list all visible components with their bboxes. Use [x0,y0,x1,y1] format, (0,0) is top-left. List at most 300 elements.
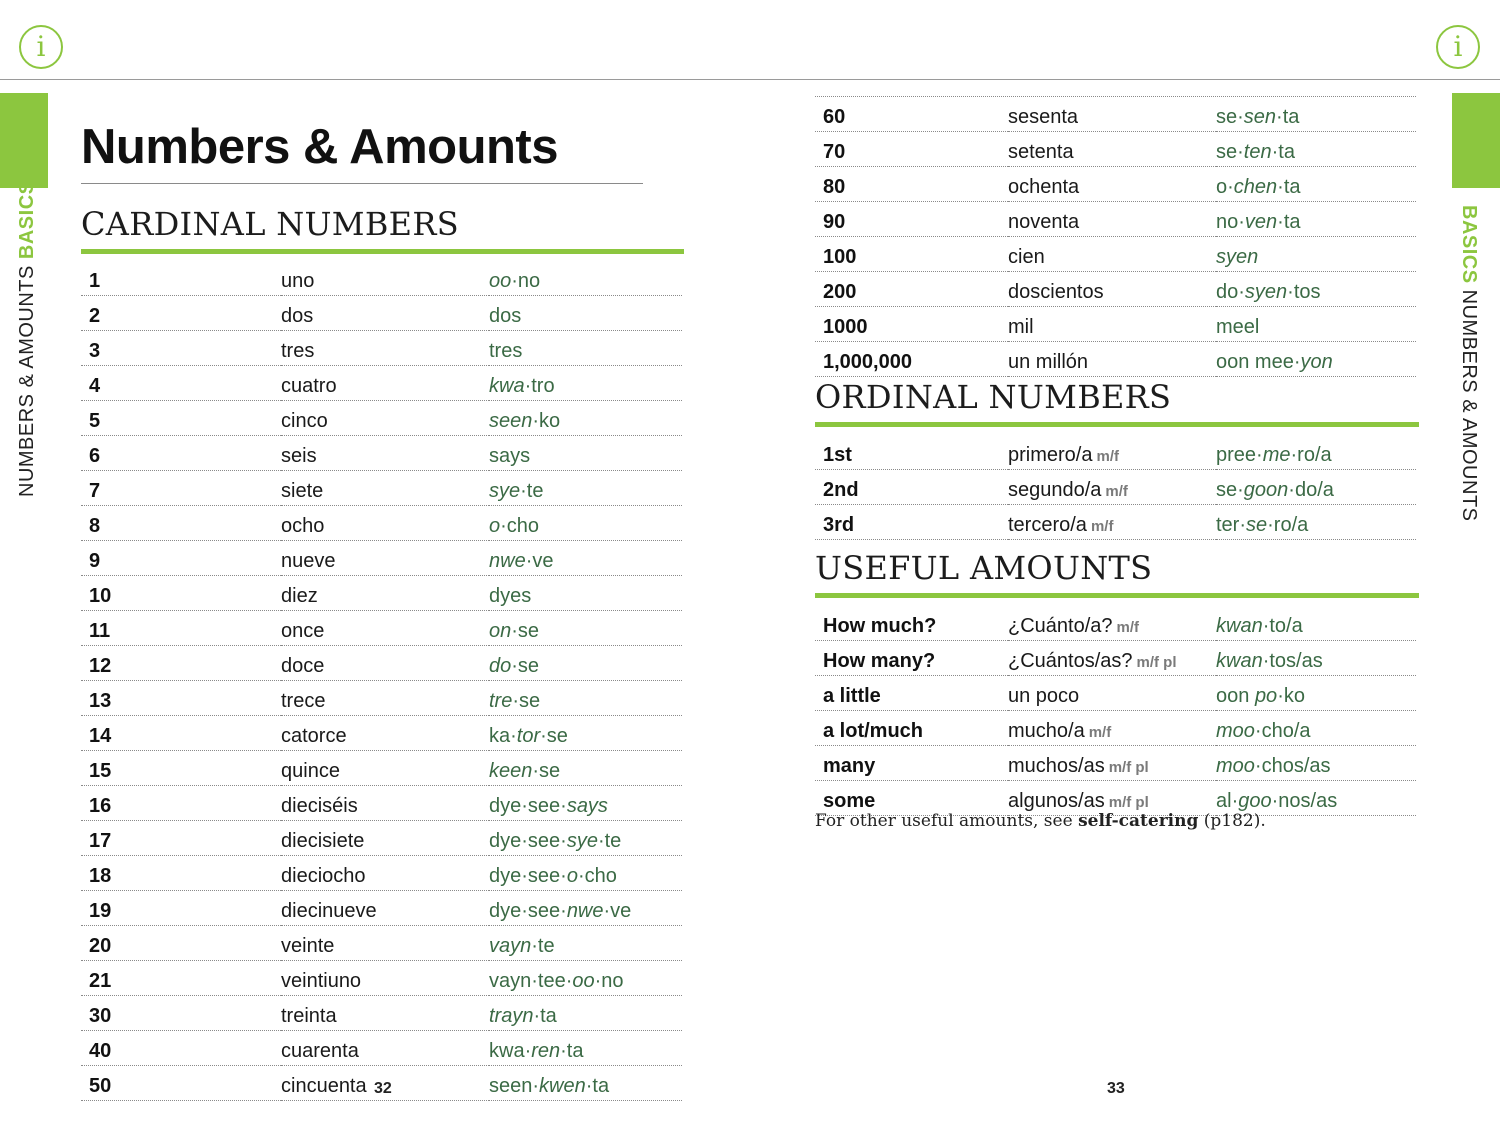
term-english: 1000 [815,307,1008,342]
term-english: 11 [81,611,281,646]
table-row [81,961,682,996]
page-number: 32 [374,1080,392,1097]
pronunciation [489,891,682,926]
syllable: seen· [489,1075,540,1097]
table-row [815,97,1416,132]
spanish-word: cuarenta [281,1040,359,1062]
spanish-word: trece [281,690,326,712]
pronunciation [1216,202,1416,237]
pronunciation [1216,167,1416,202]
spanish-word: cuatro [281,375,337,397]
term-english: a little [815,676,1008,711]
pronunciation [1216,676,1416,711]
table-row [81,1031,682,1066]
term-english: 1 [81,261,281,296]
page-title: Numbers & Amounts [81,120,559,174]
table-row [815,606,1416,641]
pronunciation [489,926,682,961]
spanish-word: tercero/a [1008,514,1087,536]
stressed-syllable: yon [1300,351,1333,373]
amounts-table [815,606,1416,816]
gender-marker: m/f [1116,619,1140,636]
table-row [815,342,1416,377]
syllable: ·se [511,655,540,677]
pronunciation [489,681,682,716]
term-english: 3 [81,331,281,366]
term-spanish [1008,711,1216,746]
spanish-word: ¿Cuántos/as? [1008,650,1133,672]
term-spanish [281,856,489,891]
table-row [815,435,1416,470]
table-row [815,505,1416,540]
stressed-syllable: po [1254,685,1278,707]
term-spanish [281,786,489,821]
term-english: 21 [81,961,281,996]
term-english: 8 [81,506,281,541]
syllable: ·tos/as [1262,650,1323,672]
spanish-word: sesenta [1008,106,1079,128]
syllable: pree· [1216,444,1263,466]
term-spanish [1008,307,1216,342]
term-english: 80 [815,167,1008,202]
info-icon: i [19,25,63,69]
term-english: 30 [81,996,281,1031]
term-spanish [281,681,489,716]
term-english: 40 [81,1031,281,1066]
term-english: 50 [81,1066,281,1101]
term-english: a lot/much [815,711,1008,746]
syllable: ·te [531,935,555,957]
spanish-word: doce [281,655,325,677]
header-rule [0,79,1500,80]
syllable: dye·see· [489,900,567,922]
spanish-word: uno [281,270,315,292]
syllable: oon [1216,685,1255,707]
table-row [81,681,682,716]
spanish-word: nueve [281,550,336,572]
syllable: ·ta [560,1040,584,1062]
term-spanish [281,366,489,401]
syllable: ·se [540,725,568,747]
spanish-word: treinta [281,1005,337,1027]
stressed-syllable: keen [489,760,533,782]
term-english: 2nd [815,470,1008,505]
pronunciation [489,611,682,646]
stressed-syllable: se [1246,514,1268,536]
spanish-word: doscientos [1008,281,1104,303]
syllable: ·ta [1276,106,1300,128]
syllable: se· [1216,106,1244,128]
term-english: 20 [81,926,281,961]
syllable: se· [1216,141,1244,163]
term-english: 70 [815,132,1008,167]
spanish-word: diez [281,585,318,607]
term-english: 2 [81,296,281,331]
stressed-syllable: syen [1244,281,1288,303]
syllable: ·se [511,620,540,642]
table-row [815,641,1416,676]
ordinal-table [815,435,1416,540]
syllable: tres [489,340,523,362]
term-english: 18 [81,856,281,891]
spanish-word: setenta [1008,141,1074,163]
syllable: ·do/a [1288,479,1334,501]
syllable: no· [1216,211,1245,233]
stressed-syllable: on [489,620,512,642]
table-row [81,331,682,366]
section-tab [1452,93,1500,188]
spanish-word: dieciséis [281,795,358,817]
pronunciation [489,821,682,856]
pronunciation [489,961,682,996]
amounts-note: For other useful amounts, see self-catering (p182). [815,811,1266,831]
table-row [815,132,1416,167]
pronunciation [489,261,682,296]
stressed-syllable: vayn [489,935,532,957]
syllable: ·se [512,690,541,712]
side-tab-label: BASICS NUMBERS & AMOUNTS [1458,205,1480,522]
syllable: ·cho/a [1254,720,1311,742]
pronunciation [489,1066,682,1101]
cardinal-continued-table [815,97,1416,377]
term-spanish [1008,505,1216,540]
table-row [815,307,1416,342]
spanish-word: seis [281,445,317,467]
spanish-word: algunos/as [1008,790,1105,812]
stressed-syllable: ven [1244,211,1278,233]
term-english: some [815,781,1008,816]
gender-marker: m/f pl [1136,654,1177,671]
term-english: 100 [815,237,1008,272]
pronunciation [1216,307,1416,342]
pronunciation [489,541,682,576]
table-row [81,716,682,751]
stressed-syllable: tre [489,690,513,712]
syllable: dye·see· [489,795,567,817]
stressed-syllable: kwan [1216,615,1263,637]
term-spanish [281,471,489,506]
syllable: ·ko [532,410,561,432]
syllable: ·tos [1287,281,1321,303]
stressed-syllable: seen [489,410,533,432]
term-spanish [1008,435,1216,470]
term-spanish [281,646,489,681]
stressed-syllable: moo [1216,755,1255,777]
syllable: ·ta [585,1075,610,1097]
pronunciation [489,331,682,366]
term-spanish [1008,746,1216,781]
spanish-word: quince [281,760,340,782]
term-spanish [1008,97,1216,132]
pronunciation [489,366,682,401]
term-spanish [1008,132,1216,167]
table-row [815,746,1416,781]
spanish-word: cinco [281,410,328,432]
pronunciation [489,786,682,821]
stressed-syllable: me [1262,444,1291,466]
pronunciation [1216,505,1416,540]
spanish-word: cien [1008,246,1045,268]
side-tab-label: NUMBERS & AMOUNTS BASICS [16,180,38,497]
gender-marker: m/f pl [1108,759,1149,776]
term-english: How much? [815,606,1008,641]
pronunciation [489,856,682,891]
pronunciation [489,996,682,1031]
table-row [81,891,682,926]
spanish-word: veintiuno [281,970,362,992]
syllable: ·ta [1271,141,1295,163]
syllable: dye·see· [489,830,567,852]
term-spanish [281,891,489,926]
spanish-word: un millón [1008,351,1089,373]
table-row [815,470,1416,505]
stressed-syllable: do [489,655,512,677]
syllable: ·tro [524,375,555,397]
syllable: ·chos/as [1254,755,1331,777]
section-rule [815,422,1419,427]
gender-marker: m/f [1090,518,1114,535]
syllable: dos [489,305,522,327]
stressed-syllable: goon [1243,479,1289,501]
term-spanish [281,611,489,646]
syllable: ·ve [603,900,632,922]
syllable: do· [1216,281,1245,303]
spanish-word: veinte [281,935,335,957]
spanish-word: noventa [1008,211,1080,233]
stressed-syllable: moo [1216,720,1255,742]
pronunciation [1216,470,1416,505]
amounts-heading: USEFUL AMOUNTS [815,549,1153,587]
syllable: ·te [520,480,544,502]
pronunciation [489,436,682,471]
table-row [81,786,682,821]
term-english: 3rd [815,505,1008,540]
syllable: ·ta [533,1005,557,1027]
term-spanish [1008,272,1216,307]
term-english: 200 [815,272,1008,307]
spanish-word: tres [281,340,315,362]
term-spanish [281,296,489,331]
term-spanish [281,961,489,996]
syllable: o· [1216,176,1234,198]
stressed-syllable: ren [531,1040,561,1062]
pronunciation [1216,237,1416,272]
syllable: ·no [511,270,541,292]
table-row [81,261,682,296]
syllable: ·cho [577,865,617,887]
stressed-syllable: sen [1243,106,1277,128]
table-row [815,272,1416,307]
term-spanish [281,261,489,296]
table-row [815,711,1416,746]
term-english: 5 [81,401,281,436]
gender-marker: m/f [1096,448,1119,465]
term-english: 10 [81,576,281,611]
stressed-syllable: trayn [489,1005,534,1027]
stressed-syllable: goo [1238,790,1272,812]
table-row [815,202,1416,237]
stressed-syllable: kwa [489,375,525,397]
table-row [81,926,682,961]
spanish-word: catorce [281,725,347,747]
spanish-word: once [281,620,325,642]
pronunciation [1216,132,1416,167]
ordinal-heading: ORDINAL NUMBERS [815,378,1172,416]
term-english: 12 [81,646,281,681]
term-spanish [281,401,489,436]
term-spanish [281,716,489,751]
term-spanish [281,541,489,576]
spanish-word: dieciocho [281,865,366,887]
stressed-syllable: chen [1233,176,1278,198]
syllable: ter· [1216,514,1246,536]
pronunciation [1216,342,1416,377]
gender-marker: m/f pl [1108,794,1149,811]
syllable: ·ta [1277,176,1301,198]
table-row [815,167,1416,202]
cross-reference-link[interactable]: self-catering [1078,811,1199,831]
table-row [81,996,682,1031]
pronunciation [1216,435,1416,470]
stressed-syllable: says [566,795,608,817]
spanish-word: primero/a [1008,444,1093,466]
table-row [81,366,682,401]
spanish-word: diecisiete [281,830,365,852]
stressed-syllable: syen [1216,246,1259,268]
table-row [81,856,682,891]
spanish-word: diecinueve [281,900,377,922]
stressed-syllable: tor [516,725,541,747]
spanish-word: mil [1008,316,1034,338]
term-english: 17 [81,821,281,856]
syllable: al· [1216,790,1239,812]
syllable: dye·see· [489,865,567,887]
term-english: many [815,746,1008,781]
pronunciation [1216,606,1416,641]
stressed-syllable: oo [572,970,595,992]
term-english: 14 [81,716,281,751]
term-english: 15 [81,751,281,786]
term-spanish [281,1031,489,1066]
stressed-syllable: kwan [1216,650,1263,672]
spanish-word: mucho/a [1008,720,1085,742]
term-english: 90 [815,202,1008,237]
term-english: 6 [81,436,281,471]
term-spanish [1008,202,1216,237]
spanish-word: cincuenta [281,1075,367,1097]
syllable: ·no [594,970,624,992]
term-english: 9 [81,541,281,576]
table-row [81,541,682,576]
table-row [81,751,682,786]
spanish-word: siete [281,480,324,502]
pronunciation [489,1031,682,1066]
syllable: se· [1216,479,1244,501]
term-spanish [281,576,489,611]
term-spanish [1008,606,1216,641]
term-english: 4 [81,366,281,401]
syllable: ·te [597,830,622,852]
term-spanish [281,751,489,786]
syllable: ·ve [525,550,554,572]
stressed-syllable: kwen [539,1075,586,1097]
syllable: meel [1216,316,1260,338]
gender-marker: m/f [1105,483,1128,500]
term-english: 1,000,000 [815,342,1008,377]
stressed-syllable: nwe [566,900,604,922]
stressed-syllable: ten [1243,141,1272,163]
pronunciation [489,296,682,331]
pronunciation [1216,711,1416,746]
table-row [81,506,682,541]
pronunciation [1216,272,1416,307]
syllable: ·ta [1277,211,1301,233]
stressed-syllable: o [566,865,578,887]
term-spanish [281,926,489,961]
syllable: says [489,445,531,467]
pronunciation [489,646,682,681]
term-spanish [1008,470,1216,505]
table-row [815,676,1416,711]
stressed-syllable: o [489,515,501,537]
term-english: 13 [81,681,281,716]
term-spanish [1008,167,1216,202]
spanish-word: ¿Cuánto/a? [1008,615,1113,637]
table-row [81,576,682,611]
syllable: ·ro/a [1267,514,1309,536]
table-row [81,436,682,471]
stressed-syllable: nwe [489,550,526,572]
table-row [81,296,682,331]
pronunciation [489,751,682,786]
spanish-word: dos [281,305,314,327]
cardinal-table [81,261,682,1101]
pronunciation [1216,97,1416,132]
title-rule [81,183,643,184]
table-row [81,821,682,856]
pronunciation [489,576,682,611]
pronunciation [489,716,682,751]
syllable: ·nos/as [1271,790,1338,812]
syllable: vayn·tee· [489,970,573,992]
syllable: dyes [489,585,532,607]
pronunciation [1216,641,1416,676]
term-english: How many? [815,641,1008,676]
term-spanish [1008,641,1216,676]
syllable: ·se [532,760,561,782]
spanish-word: segundo/a [1008,479,1102,501]
cardinal-heading: CARDINAL NUMBERS [81,205,459,243]
stressed-syllable: oo [489,270,512,292]
term-spanish [1008,237,1216,272]
term-spanish [281,996,489,1031]
syllable: ·ko [1277,685,1305,707]
term-english: 16 [81,786,281,821]
section-tab [0,93,48,188]
term-spanish [281,436,489,471]
spanish-word: muchos/as [1008,755,1105,777]
table-row [81,401,682,436]
pronunciation [489,401,682,436]
stressed-syllable: sye [489,480,521,502]
term-spanish [1008,342,1216,377]
spanish-word: ocho [281,515,325,537]
term-english: 60 [815,97,1008,132]
table-row [81,646,682,681]
table-row [81,471,682,506]
pronunciation [1216,746,1416,781]
term-spanish [281,506,489,541]
